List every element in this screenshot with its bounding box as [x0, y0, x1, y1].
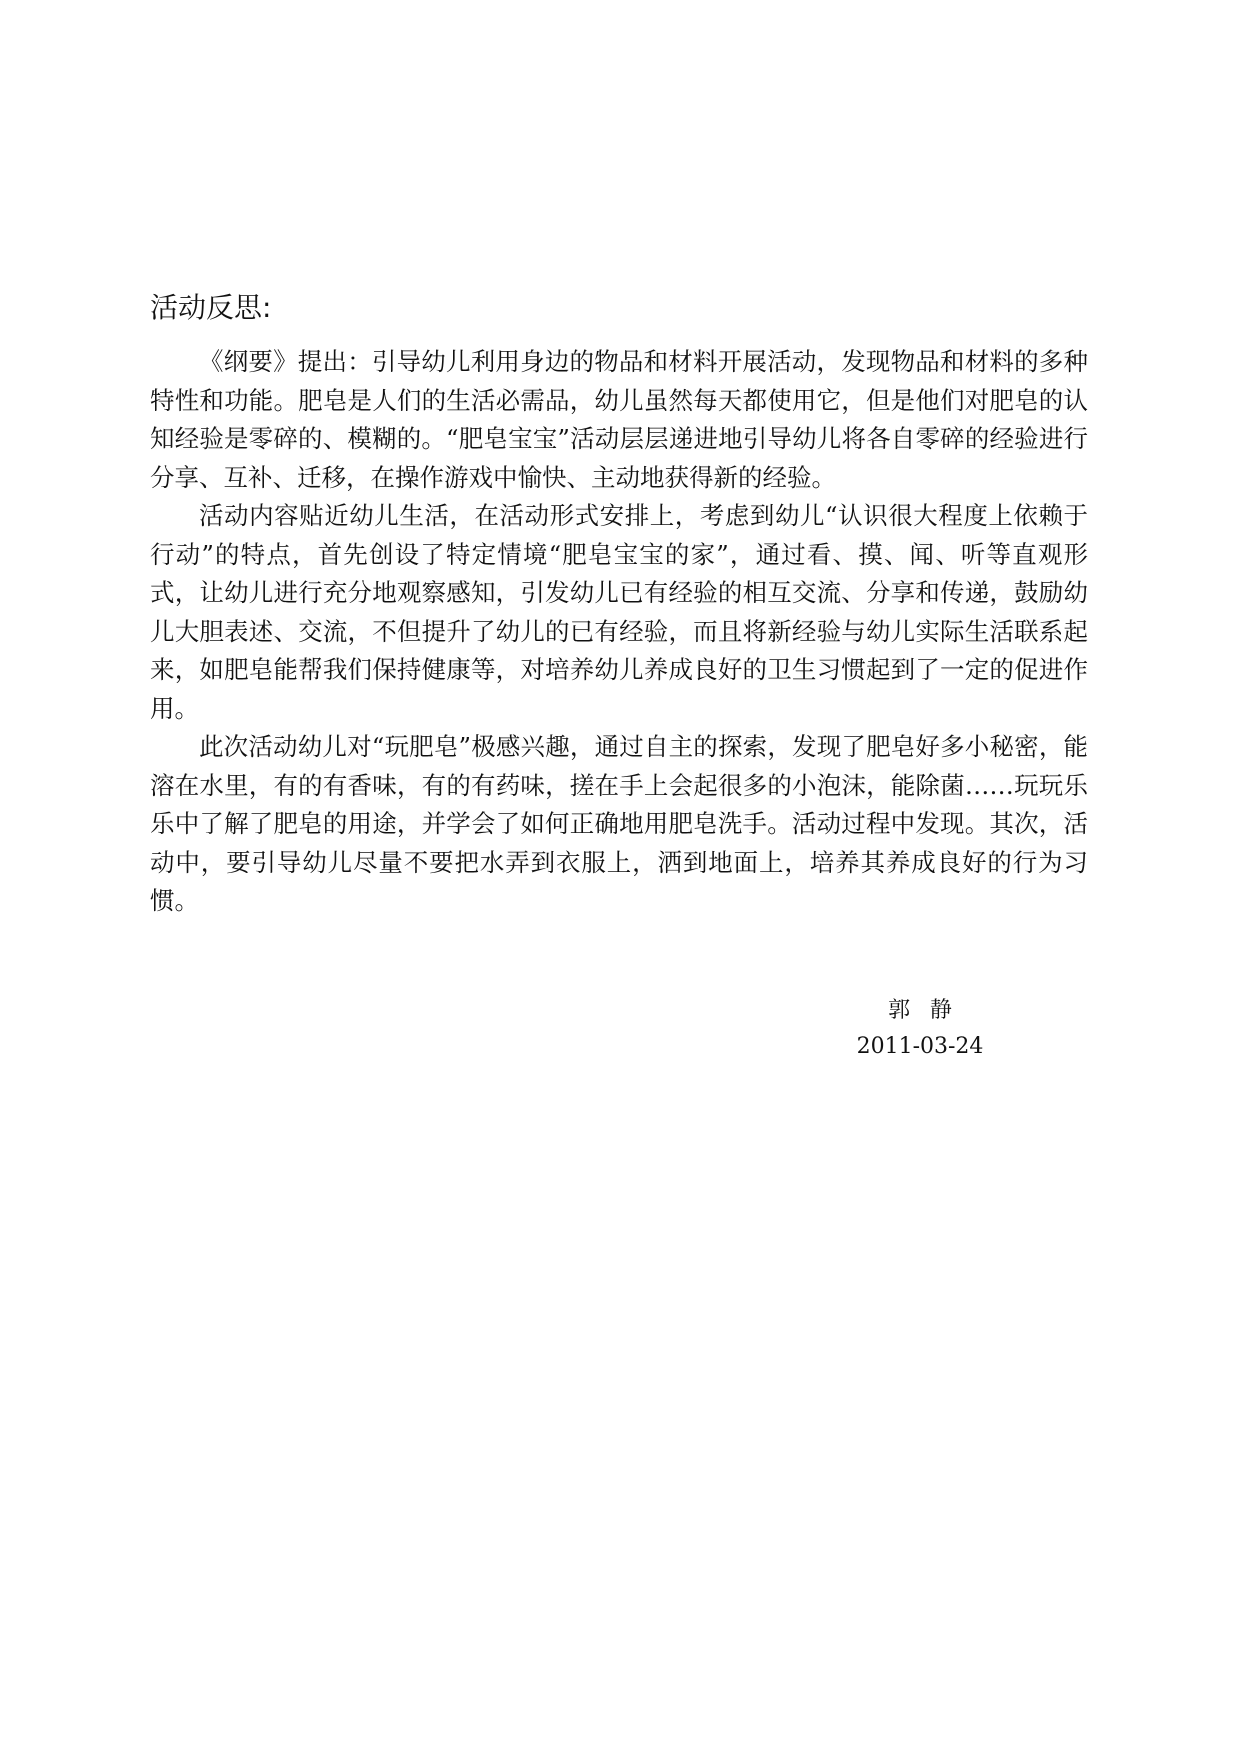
- signature-date: 2011-03-24: [856, 1034, 984, 1059]
- signature-block: [820, 993, 1020, 1065]
- paragraph-3: 此次活动幼儿对“玩肥皂”极感兴趣，通过自主的探索，发现了肥皂好多小秘密，能溶在水里，有的有香味，有的有药味，搓在手上会起很多的小泡沫，能除菌……玩玩乐乐中了解了肥皂的用途，并学会了如何正确地用肥皂洗手。活动过程中发现。其次，活动中，要引导幼儿尽量不要把水弄到衣服上，洒到地面上，培养其养成良好的行为习惯。: [150, 732, 1088, 915]
- reflection-body: [150, 343, 1088, 921]
- section-heading: 活动反思:: [150, 291, 272, 324]
- paragraph-1: 《纲要》提出：引导幼儿利用身边的物品和材料开展活动，发现物品和材料的多种特性和功能。肥皂是人们的生活必需品，幼儿虽然每天都使用它，但是他们对肥皂的认知经验是零碎的、模糊的。“肥皂宝宝”活动层层递进地引导幼儿将各自零碎的经验进行分享、互补、迁移，在操作游戏中愉快、主动地获得新的经验。: [150, 347, 1088, 492]
- paragraph-2: 活动内容贴近幼儿生活，在活动形式安排上，考虑到幼儿“认识很大程度上依赖于行动”的特点，首先创设了特定情境“肥皂宝宝的家”，通过看、摸、闻、听等直观形式，让幼儿进行充分地观察感知，引发幼儿已有经验的相互交流、分享和传递，鼓励幼儿大胆表述、交流，不但提升了幼儿的已有经验，而且将新经验与幼儿实际生活联系起来，如肥皂能帮我们保持健康等，对培养幼儿养成良好的卫生习惯起到了一定的促进作用。: [150, 501, 1088, 723]
- author-name: 郭静: [888, 998, 972, 1023]
